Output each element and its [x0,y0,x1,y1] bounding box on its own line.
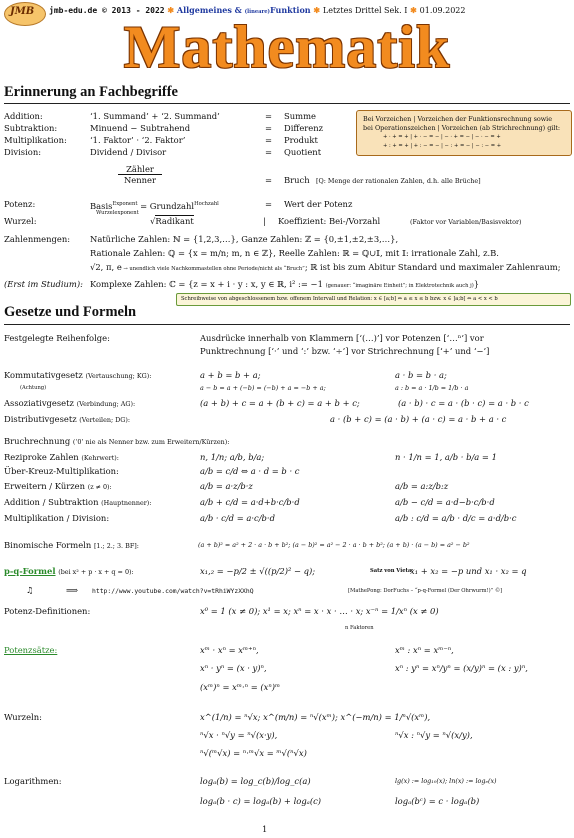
formula: a/b = a·z/b·z [200,481,253,491]
formula: xⁿ : yⁿ = xⁿ/yⁿ = (x/y)ⁿ = (x : y)ⁿ, [395,663,528,673]
rule-label: Wurzeln: [4,712,42,722]
box-line: + · + = + | + · − = − | − · + = − | − · − = + [383,134,501,140]
zahlen-line [90,262,561,274]
complex-def: Komplexe Zahlen: ℂ = {z = x + i · y : x, y ∈ ℝ, i² := −1 [90,279,323,289]
rule-text: Ausdrücke innerhalb von Klammern [‘(…)’] vor Potenzen [‘…ⁿ’] vor [200,333,484,343]
formula: x₁,₂ = −p/2 ± √((p/2)² − q); [200,566,316,576]
fraction-numerator: Zähler [118,164,162,175]
complex-label: (Erst im Studium): [4,279,83,289]
box-line: Bei Vorzeichen | Vorzeichen der Funktionsrechnung sowie [363,115,553,123]
asso-label: Assoziativgesetz [4,398,74,408]
fraction [118,164,162,185]
box-line: bei Operationszeichen | Vorzeichen (ab Strichrechnung) gilt: [363,124,561,132]
zahlen-label: Zahlenmengen: [4,234,71,244]
formula: a · (b + c) = (a · b) + (a · c) = a · b + a · c [330,414,507,424]
radikand: Radikant [155,216,194,226]
potenz-exponent-2: Hochzahl [194,201,219,207]
formula: a/b − c/d = a·d−b·c/b·d [395,497,495,507]
term-op: Division: [4,147,42,157]
erw-label: Erweitern / Kürzen [4,481,86,491]
formula: x₁ + x₂ = −p und x₁ · x₂ = q [410,566,527,576]
dist-note: (Verteilen; DG): [79,416,131,424]
zahlen-line [90,279,479,291]
rule-label [4,398,135,409]
page-title: Mathematik [123,14,451,80]
rule-label [4,414,130,425]
bruch-label: Bruchrechnung [4,436,71,446]
formula: (a + b)² = a² + 2 · a · b + b²; (a − b)² = a² − 2 · a · b + b²; (a + b) · (a − b) = a² − b² [198,541,470,549]
add-note: (Hauptnenner): [101,499,152,507]
formula: a/b = c/d ⇔ a · d = b · c [200,466,300,476]
star-icon: ✱ [313,5,321,15]
wurzel-exponent: Wurzelexponent [96,210,139,216]
formula: logₐ(bᶜ) = c · logₐ(b) [395,796,480,806]
topic-general: Allgemeines & [176,5,242,15]
potenz-res: Wert der Potenz [284,199,353,209]
rule-label: Über-Kreuz-Multiplikation: [4,466,119,476]
term-op: Addition: [4,111,43,121]
binom-label: Binomische Formeln [4,540,92,550]
rule-label: Festgelegte Reihenfolge: [4,333,110,343]
formula: (xᵐ)ⁿ = xᵐ·ⁿ = (xⁿ)ᵐ [200,682,281,692]
formula: ⁿ√(ᵐ√x) = ⁿ·ᵐ√x = ᵐ√(ⁿ√x) [200,748,307,758]
formula: ⁿ√x · ⁿ√y = ⁿ√(x·y), [200,730,278,740]
rez-label: Reziproke Zahlen [4,452,79,462]
wurzel-expr: √Radikant [150,216,194,226]
logo-text: JMB [10,6,35,17]
formula: a/b + c/d = a·d+b·c/b·d [200,497,300,507]
divider [4,324,570,325]
term-eq: = [265,111,273,121]
pq-note: (bei x² + p · x + q = 0): [58,568,134,576]
site-copyright: jmb-edu.de © 2013 - 2022 [49,6,165,15]
formula: xⁿ · yⁿ = (x · y)ⁿ, [200,663,267,673]
interval-box [176,293,571,306]
term-expr: ‘1. Summand’ + ‘2. Summand’ [90,111,220,121]
rule-label [4,436,229,447]
pq-label: p-q-Formel [4,566,56,576]
formula: a − b = a + (−b) = (−b) + a = −b + a; [200,384,326,392]
star-icon: ✱ [167,5,175,15]
complex-note: (genauer: “imaginäre Einheit”; in Elektrotechnik auch j) [325,283,474,289]
wurzel-note: (Faktor vor Variablen/Basisvektor) [410,218,522,226]
complex-end: } [473,279,480,289]
formula: x^(1/n) = ⁿ√x; x^(m/n) = ⁿ√(xᵐ); x^(−m/n) = 1/ⁿ√(xᵐ), [200,712,431,722]
n-factors: n Faktoren [345,625,374,631]
formula: (a + b) + c = a + (b + c) = a + b + c; [200,398,360,408]
box-line: + : + = + | + : − = − | − : + = − | − : − = + [383,143,502,149]
irrational-note: → unendlich viele Nachkommastellen ohne Periode/nicht als “Bruch” [121,266,305,272]
bruch-rule-note: (‘0’ nie als Nenner bzw. zum Erweitern/Kürzen): [72,438,230,446]
bar: | [263,216,266,226]
formula: a/b : c/d = a/b · d/c = a·d/b·c [395,513,517,523]
formula: x⁰ = 1 (x ≠ 0); x¹ = x; xⁿ = x · x · … · x; x⁻ⁿ = 1/xⁿ (x ≠ 0) [200,606,439,616]
term-eq: = [265,123,273,133]
term-eq: = [265,175,273,185]
potenz-label: Potenz: [4,199,36,209]
reals-note: ; ℝ ist bis zum Abitur Standard und maximaler Zahlenraum; [304,262,561,272]
term-eq: = [265,147,273,157]
level: Letztes Drittel Sek. I [322,6,408,15]
irrational-examples: √2, π, e [90,262,122,272]
bruch-note: [Q: Menge der rationalen Zahlen, d.h. alle Brüche] [316,177,481,185]
formula: a · b = b · a; [395,370,447,380]
term-expr: Minuend − Subtrahend [90,123,191,133]
term-op: Subtraktion: [4,123,58,133]
erw-note: (z ≠ 0): [87,483,112,491]
music-icon: ♫ [26,585,34,595]
date: 01.09.2022 [419,6,466,15]
komm-label: Kommutativgesetz [4,370,83,380]
section-title-terms: Erinnerung an Fachbegriffe [4,84,178,100]
rez-note: (Kehrwert): [81,454,119,462]
topic-sub: (lineare) [244,9,270,15]
term-res: Quotient [284,147,322,157]
potenz-mid: = Grundzahl [137,200,195,211]
term-eq: = [265,199,273,209]
rule-label: Logarithmen: [4,776,62,786]
section-title-laws: Gesetze und Formeln [4,304,137,320]
potenz-base: Basis [90,200,113,211]
term-res: Summe [284,111,316,121]
term-expr: ‘1. Faktor’ · ‘2. Faktor’ [90,135,186,145]
rule-text: Punktrechnung [‘·’ und ‘:’ bzw. ‘÷’] vor Strichrechnung [‘+’ und ‘−’] [200,346,490,356]
formula: a + b = b + a; [200,370,261,380]
formula: logₐ(b · c) = logₐ(b) + logₐ(c) [200,796,322,806]
video-note: [MathePong: DorFuchs – “p-q-Formel (Der Ohrwurm!)” ©] [348,588,503,594]
add-label: Addition / Subtraktion [4,497,99,507]
wurzel-label: Wurzel: [4,216,37,226]
term-expr: Dividend / Divisor [90,147,167,157]
video-link[interactable]: http://www.youtube.com/watch?v=tRhiWYzXXhQ [92,587,254,595]
binom-note: [1.; 2.; 3. BF]: [93,542,139,550]
rule-label [4,566,134,577]
rule-label: Potenzsätze: [4,645,58,655]
zahlen-line: Rationale Zahlen: ℚ = {x = m/n; m, n ∈ ℤ}, Reelle Zahlen: ℝ = ℚ∪𝕀, mit 𝕀: irrationale Zahl, z.B. [90,248,499,258]
sign-rules-box [356,110,572,156]
rule-label [4,452,119,463]
rule-label [4,370,151,381]
rule-label: Potenz-Definitionen: [4,606,91,616]
achtung: (Achtung) [20,385,47,391]
rule-label [4,540,139,551]
formula: xᵐ · xⁿ = xᵐ⁺ⁿ, [200,645,259,655]
fraction-denominator: Nenner [123,175,157,185]
rule-label: Multiplikation / Division: [4,513,110,523]
wurzel-res: Koeffizient: Bei-/Vorzahl [278,216,381,226]
dist-label: Distributivgesetz [4,414,77,424]
term-eq: = [265,135,273,145]
term-op: Multiplikation: [4,135,67,145]
rule-label [4,497,151,508]
formula: a/b = a:z/b:z [395,481,449,491]
topic-function: Funktion [270,5,311,15]
arrow-icon: ⟹ [66,585,79,595]
interval-text: Schreibweise von abgeschlossenem bzw. offenem Intervall und Relation: x ∈ [a;b] ⇔ a ≤ x ≤ b bzw. x ∈ ]a;b[ ⇔ a < x < b [181,296,498,302]
term-res: Produkt [284,135,318,145]
formula: xᵐ : xⁿ = xᵐ⁻ⁿ, [395,645,454,655]
asso-note: (Verbindung; AG): [76,400,136,408]
divider [4,103,570,104]
formula: ⁿ√x : ⁿ√y = ⁿ√(x/y), [395,730,473,740]
formula: logₐ(b) = log_c(b)/log_c(a) [200,776,311,786]
formula: a : b = a · 1/b = 1/b · a [395,384,469,392]
komm-note: (Vertauschung; KG): [85,372,152,380]
bruch-res: Bruch [284,175,310,185]
vieta-note: Satz von Vieta: [370,568,414,574]
formula: n · 1/n = 1, a/b · b/a = 1 [395,452,497,462]
rule-label [4,481,112,492]
page-number: 1 [262,824,268,834]
zahlen-line: Natürliche Zahlen: ℕ = {1,2,3,…}, Ganze Zahlen: ℤ = {0,±1,±2,±3,…}, [90,234,399,244]
term-res: Differenz [284,123,324,133]
potenz-exponent: Exponent [112,201,138,207]
star-icon: ✱ [410,5,417,15]
formula: n, 1/n; a/b, b/a; [200,452,265,462]
formula: (a · b) · c = a · (b · c) = a · b · c [398,398,529,408]
formula: a/b · c/d = a·c/b·d [200,513,275,523]
formula: lg(x) := log₁₀(x); ln(x) := logₑ(x) [395,777,497,785]
